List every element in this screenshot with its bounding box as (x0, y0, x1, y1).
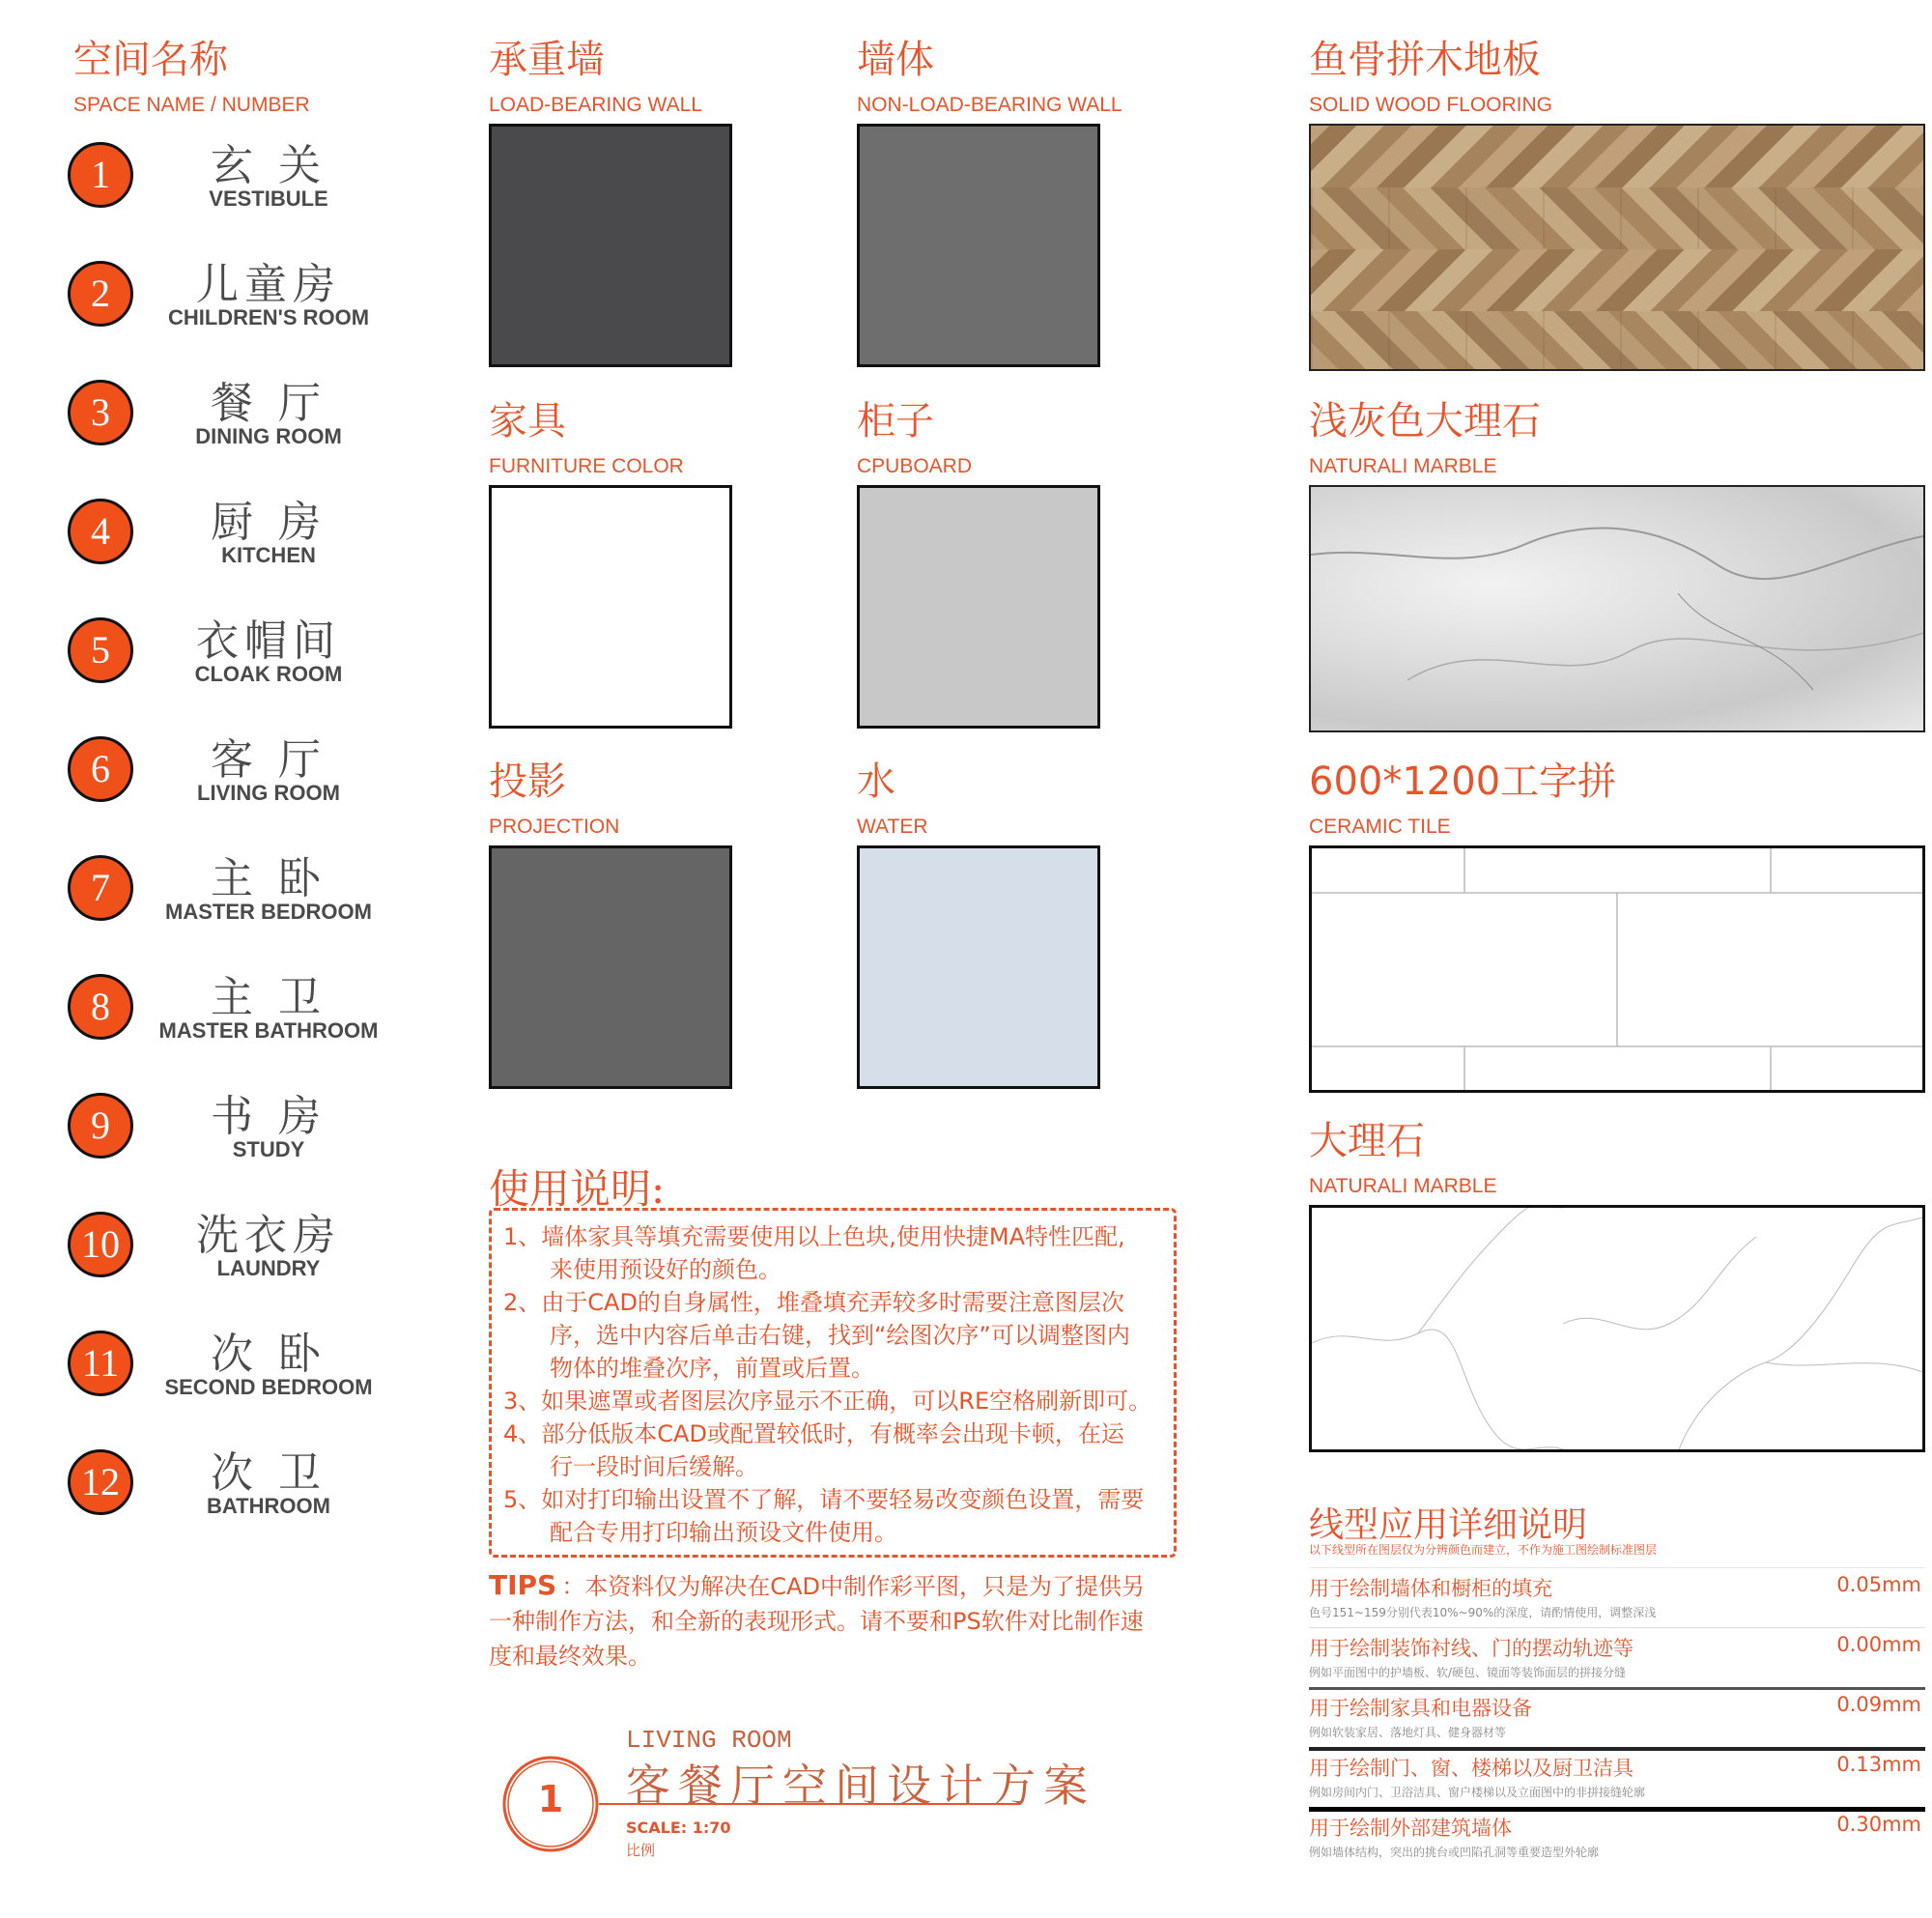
room-name-zh: 洗衣房 (196, 1211, 341, 1260)
line-type-row (1309, 1573, 1925, 1620)
instruction-line: 1、墙体家具等填充需要使用以上色块,使用快捷MA特性匹配, (503, 1223, 1125, 1250)
room-name-zh: 衣帽间 (196, 616, 341, 666)
instruction-line: 3、如果遮罩或者图层次序显示不正确，可以RE空格刷新即可。 (503, 1388, 1152, 1415)
material-label-en: NATURALI MARBLE (1309, 455, 1497, 477)
room-name-zh: 次 卧 (211, 1330, 327, 1379)
swatch-label-zh: 水 (857, 759, 895, 804)
room-name-zh: 书 房 (211, 1092, 327, 1141)
room-number-badge: 4 (68, 499, 133, 564)
swatch-label-en: NON-LOAD-BEARING WALL (857, 94, 1122, 116)
room-name-zh: 餐 厅 (211, 379, 327, 428)
room-name-zh: 主 卧 (211, 854, 327, 903)
line-type-row (1309, 1813, 1925, 1860)
room-name-zh: 次 卫 (211, 1448, 327, 1498)
line-sample (1309, 1567, 1925, 1568)
swatch-label-zh: 承重墙 (489, 38, 605, 82)
room-number-badge: 7 (68, 855, 133, 921)
swatch-label-zh: 柜子 (857, 399, 934, 444)
room-name-zh: 厨 房 (211, 498, 327, 547)
material-label-zh: 鱼骨拼木地板 (1309, 38, 1541, 82)
line-type-title: 用于绘制墙体和橱柜的填充 (1309, 1577, 1552, 1600)
instruction-line: 2、由于CAD的自身属性，堆叠填充弄较多时需要注意图层次 (503, 1289, 1124, 1316)
room-item (66, 487, 384, 593)
material-label-zh: 大理石 (1309, 1119, 1425, 1163)
swatch-label-en: CPUBOARD (857, 455, 973, 477)
instruction-line: 序，选中内容后单击右键，找到“绘图次序”可以调整图内 (503, 1322, 1130, 1349)
room-name-en: DINING ROOM (195, 424, 342, 448)
instruction-line: 5、如对打印输出设置不了解，请不要轻易改变颜色设置，需要 (503, 1486, 1145, 1513)
line-sample (1309, 1627, 1925, 1628)
swatch-label-en: LOAD-BEARING WALL (489, 94, 702, 116)
drawing-title-zh: 客餐厅空间设计方案 (626, 1760, 1095, 1812)
swatch-label-zh: 墙体 (857, 38, 934, 82)
room-name-zh: 儿童房 (196, 260, 341, 309)
room-name-zh: 主 卫 (211, 973, 327, 1022)
line-type-desc: 例如房间内门、卫浴洁具、窗户楼梯以及立面图中的非拼接缝轮廓 (1309, 1786, 1646, 1799)
drawing-number: 1 (537, 1778, 564, 1820)
tips-text: 度和最终效果。 (489, 1643, 651, 1670)
line-weight-value: 0.30mm (1836, 1813, 1921, 1836)
room-name-en: CHILDREN'S ROOM (167, 305, 370, 329)
line-type-row (1309, 1753, 1925, 1800)
light-gray-marble-sample (1309, 485, 1925, 732)
room-name-zh: 客 厅 (211, 735, 327, 785)
tips-block (489, 1569, 1184, 1674)
room-name-en: VESTIBULE (209, 186, 328, 211)
line-type-desc: 例如墙体结构，突出的挑台或凹陷孔洞等重要造型外轮廓 (1309, 1846, 1600, 1859)
color-swatch (857, 485, 1100, 729)
room-name-en: MASTER BATHROOM (158, 1018, 379, 1043)
material-label-en: SOLID WOOD FLOORING (1309, 94, 1553, 116)
line-type-desc: 例如平面图中的护墙板、软/硬包、镜面等装饰面层的拼接分缝 (1309, 1666, 1627, 1679)
legend-title: 空间名称 (73, 38, 228, 82)
marble-pattern-sample (1309, 1205, 1925, 1452)
room-name-en: SECOND BEDROOM (164, 1375, 373, 1399)
swatch-label-zh: 家具 (489, 399, 566, 444)
instruction-line: 行一段时间后缓解。 (503, 1453, 758, 1480)
room-number-badge: 1 (68, 142, 133, 208)
room-item (66, 130, 384, 237)
room-number-badge: 2 (68, 261, 133, 327)
line-sample (1309, 1747, 1925, 1751)
line-sample (1309, 1807, 1925, 1812)
instructions-title: 使用说明: (489, 1165, 666, 1213)
color-swatch (857, 845, 1100, 1089)
room-item (66, 725, 384, 831)
room-number-badge: 6 (68, 736, 133, 802)
room-item (66, 962, 384, 1069)
line-type-row (1309, 1633, 1925, 1680)
room-number-badge: 3 (68, 380, 133, 445)
room-number-badge: 5 (68, 617, 133, 683)
line-weight-value: 0.05mm (1836, 1573, 1921, 1596)
instruction-line: 来使用预设好的颜色。 (503, 1256, 781, 1283)
drawing-scale: SCALE: 1:70 (626, 1818, 731, 1837)
instruction-line: 物体的堆叠次序，前置或后置。 (503, 1355, 874, 1382)
instruction-line: 4、部分低版本CAD或配置较低时，有概率会出现卡顿，在运 (503, 1420, 1124, 1447)
material-label-zh: 600*1200工字拼 (1309, 759, 1617, 804)
line-types-subtitle: 以下线型所在图层仅为分辨颜色而建立，不作为施工图绘制标准图层 (1309, 1543, 1658, 1557)
line-weight-value: 0.09mm (1836, 1693, 1921, 1716)
line-weight-value: 0.00mm (1836, 1633, 1921, 1656)
room-item (66, 368, 384, 474)
line-type-title: 用于绘制装饰衬线、门的摆动轨迹等 (1309, 1637, 1634, 1660)
room-name-en: LAUNDRY (216, 1256, 321, 1280)
room-number-badge: 12 (68, 1449, 133, 1515)
color-swatch (857, 124, 1100, 367)
line-type-title: 用于绘制门、窗、楼梯以及厨卫洁具 (1309, 1757, 1634, 1780)
line-weight-value: 0.13mm (1836, 1753, 1921, 1776)
tips-label: TIPS (489, 1569, 557, 1601)
line-sample (1309, 1687, 1925, 1690)
instructions-box (489, 1208, 1177, 1558)
room-name-en: LIVING ROOM (197, 781, 340, 805)
swatch-label-en: PROJECTION (489, 816, 620, 838)
line-types-title: 线型应用详细说明 (1309, 1505, 1588, 1545)
room-item (66, 249, 384, 356)
room-number-badge: 10 (68, 1212, 133, 1277)
material-label-zh: 浅灰色大理石 (1309, 399, 1541, 444)
drawing-title-en: LIVING ROOM (626, 1726, 792, 1755)
room-number-badge: 8 (68, 974, 133, 1040)
drawing-scale-label: 比例 (626, 1842, 656, 1859)
tips-text: 一种制作方法，和全新的表现形式。请不要和PS软件对比制作速 (489, 1608, 1144, 1635)
material-label-en: NATURALI MARBLE (1309, 1175, 1497, 1197)
room-item (66, 844, 384, 950)
room-name-en: CLOAK ROOM (194, 662, 343, 686)
room-name-zh: 玄 关 (211, 141, 327, 190)
color-swatch (489, 124, 732, 367)
line-type-title: 用于绘制家具和电器设备 (1309, 1697, 1532, 1720)
room-name-en: MASTER BEDROOM (165, 900, 372, 924)
room-name-en: KITCHEN (221, 543, 316, 567)
room-item (66, 1319, 384, 1425)
color-swatch (489, 845, 732, 1089)
ceramic-tile-sample (1309, 845, 1925, 1093)
line-type-desc: 色号151~159分别代表10%~90%的深度，请酌情使用，调整深浅 (1309, 1606, 1657, 1619)
room-item (66, 1081, 384, 1188)
swatch-label-zh: 投影 (489, 759, 566, 804)
swatch-label-en: WATER (857, 816, 928, 838)
line-type-desc: 例如软装家居、落地灯具、健身器材等 (1309, 1726, 1507, 1739)
room-name-en: BATHROOM (207, 1494, 330, 1518)
room-item (66, 1200, 384, 1306)
line-type-title: 用于绘制外部建筑墙体 (1309, 1817, 1512, 1840)
legend-subtitle: SPACE NAME / NUMBER (73, 94, 310, 116)
tips-text: ：本资料仅为解决在CAD中制作彩平图，只是为了提供另 (561, 1573, 1145, 1600)
color-swatch (489, 485, 732, 729)
material-label-en: CERAMIC TILE (1309, 816, 1451, 838)
room-item (66, 1438, 384, 1544)
wood-flooring-sample (1309, 124, 1925, 371)
line-type-row (1309, 1693, 1925, 1740)
room-name-en: STUDY (232, 1137, 305, 1161)
room-number-badge: 9 (68, 1093, 133, 1159)
swatch-label-en: FURNITURE COLOR (489, 455, 684, 477)
room-number-badge: 11 (68, 1331, 133, 1396)
room-item (66, 606, 384, 712)
instruction-line: 配合专用打印输出预设文件使用。 (503, 1519, 897, 1546)
